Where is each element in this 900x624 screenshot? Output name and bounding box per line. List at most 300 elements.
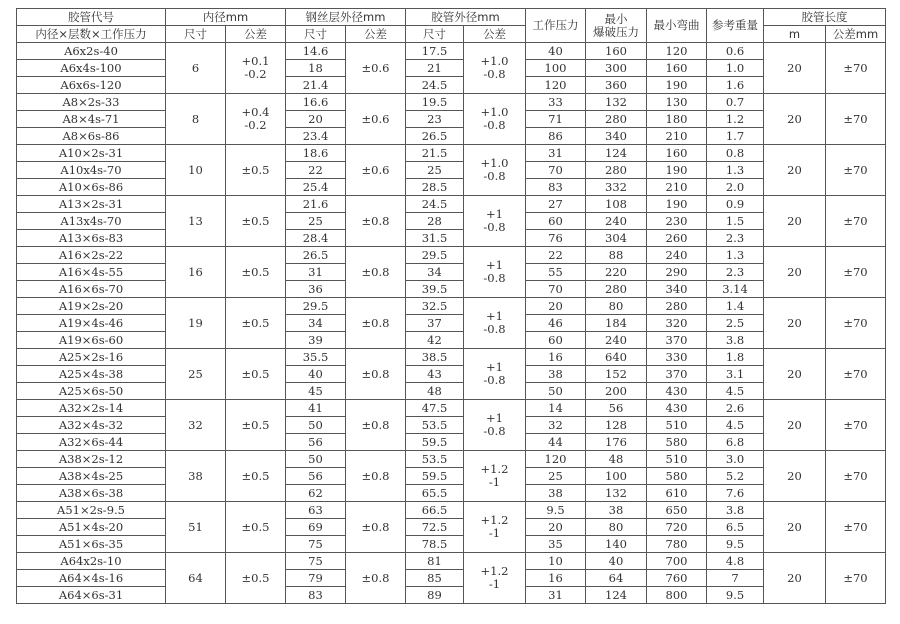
inner-size: 32 — [166, 400, 226, 451]
table-row — [17, 570, 886, 587]
inner-tolerance-line: -0.2 — [244, 118, 267, 132]
hose-tolerance-line: +1 — [486, 207, 503, 221]
inner-tolerance — [226, 349, 286, 400]
hose-tolerance-line: +1.2 — [480, 462, 509, 476]
header-burst-pressure — [586, 9, 647, 43]
ref-weight: 7.6 — [707, 485, 764, 502]
working-pressure: 31 — [526, 145, 586, 162]
working-pressure: 60 — [526, 213, 586, 230]
table-row — [17, 468, 886, 485]
inner-tolerance — [226, 43, 286, 94]
wire-size: 25 — [286, 213, 346, 230]
table-row — [17, 400, 886, 417]
hose-size: 43 — [406, 366, 464, 383]
burst-pressure: 132 — [586, 485, 647, 502]
table-row — [17, 281, 886, 298]
wire-size: 21.6 — [286, 196, 346, 213]
min-bend: 610 — [647, 485, 707, 502]
inner-size: 51 — [166, 502, 226, 553]
length-tolerance: ±70 — [826, 196, 886, 247]
length-m: 20 — [764, 247, 826, 298]
wire-size: 28.4 — [286, 230, 346, 247]
hose-tolerance-line: +1 — [486, 411, 503, 425]
hose-size: 38.5 — [406, 349, 464, 366]
working-pressure: 76 — [526, 230, 586, 247]
wire-tolerance: ±0.8 — [346, 247, 406, 298]
hose-tolerance-line: +1 — [486, 309, 503, 323]
burst-pressure: 140 — [586, 536, 647, 553]
length-tolerance: ±70 — [826, 502, 886, 553]
hose-size: 26.5 — [406, 128, 464, 145]
hose-size: 24.5 — [406, 77, 464, 94]
table-header — [17, 9, 886, 43]
hose-tolerance-line: -0.8 — [483, 322, 506, 336]
hose-code: A38×4s-25 — [17, 468, 166, 485]
wire-size: 26.5 — [286, 247, 346, 264]
hose-tolerance-line: +1.2 — [480, 564, 509, 578]
table-row — [17, 366, 886, 383]
wire-tolerance: ±0.8 — [346, 298, 406, 349]
inner-tolerance — [226, 298, 286, 349]
working-pressure: 55 — [526, 264, 586, 281]
working-pressure: 100 — [526, 60, 586, 77]
min-bend: 190 — [647, 196, 707, 213]
table-row — [17, 247, 886, 264]
hose-tolerance-line: +1.0 — [480, 54, 509, 68]
wire-tolerance: ±0.8 — [346, 349, 406, 400]
ref-weight: 1.3 — [707, 247, 764, 264]
burst-pressure: 640 — [586, 349, 647, 366]
header-wire-tol: 公差 — [346, 26, 406, 43]
wire-size: 25.4 — [286, 179, 346, 196]
ref-weight: 2.0 — [707, 179, 764, 196]
working-pressure: 20 — [526, 298, 586, 315]
hose-size: 59.5 — [406, 468, 464, 485]
length-tolerance: ±70 — [826, 247, 886, 298]
inner-tolerance-line: ±0.5 — [241, 468, 270, 483]
min-bend: 780 — [647, 536, 707, 553]
header-code-line2: 内径×层数×工作压力 — [17, 26, 166, 43]
hose-tolerance-line: +1.0 — [480, 156, 509, 170]
ref-weight: 3.0 — [707, 451, 764, 468]
burst-pressure: 64 — [586, 570, 647, 587]
min-bend: 130 — [647, 94, 707, 111]
burst-pressure: 220 — [586, 264, 647, 281]
wire-tolerance: ±0.8 — [346, 400, 406, 451]
inner-tolerance — [226, 553, 286, 604]
table-row — [17, 298, 886, 315]
table-row — [17, 43, 886, 60]
table-row — [17, 77, 886, 94]
hose-code: A10x4s-70 — [17, 162, 166, 179]
hose-size: 78.5 — [406, 536, 464, 553]
burst-pressure: 124 — [586, 587, 647, 604]
ref-weight: 5.2 — [707, 468, 764, 485]
table-row — [17, 213, 886, 230]
min-bend: 720 — [647, 519, 707, 536]
length-tolerance: ±70 — [826, 451, 886, 502]
wire-size: 75 — [286, 536, 346, 553]
burst-pressure: 304 — [586, 230, 647, 247]
table-row — [17, 60, 886, 77]
inner-tolerance-line: ±0.5 — [241, 519, 270, 534]
inner-tolerance-line: ±0.5 — [241, 315, 270, 330]
table-row — [17, 179, 886, 196]
hose-code: A16×6s-70 — [17, 281, 166, 298]
wire-size: 35.5 — [286, 349, 346, 366]
inner-tolerance — [226, 451, 286, 502]
wire-tolerance: ±0.8 — [346, 502, 406, 553]
min-bend: 510 — [647, 451, 707, 468]
hose-size: 28 — [406, 213, 464, 230]
hose-code: A51×2s-9.5 — [17, 502, 166, 519]
wire-tolerance: ±0.8 — [346, 451, 406, 502]
wire-size: 75 — [286, 553, 346, 570]
hose-code: A19×2s-20 — [17, 298, 166, 315]
hose-size: 23 — [406, 111, 464, 128]
wire-size: 56 — [286, 434, 346, 451]
wire-tolerance: ±0.8 — [346, 196, 406, 247]
ref-weight: 6.8 — [707, 434, 764, 451]
inner-size: 64 — [166, 553, 226, 604]
ref-weight: 1.2 — [707, 111, 764, 128]
working-pressure: 120 — [526, 77, 586, 94]
burst-pressure: 340 — [586, 128, 647, 145]
hose-size: 29.5 — [406, 247, 464, 264]
min-bend: 580 — [647, 434, 707, 451]
hose-tolerance-line: -0.8 — [483, 169, 506, 183]
hose-tolerance-line: -1 — [488, 475, 501, 489]
wire-size: 18.6 — [286, 145, 346, 162]
burst-pressure: 240 — [586, 332, 647, 349]
wire-size: 40 — [286, 366, 346, 383]
hose-code: A25×2s-16 — [17, 349, 166, 366]
working-pressure: 40 — [526, 43, 586, 60]
hose-code: A25×6s-50 — [17, 383, 166, 400]
hose-size: 81 — [406, 553, 464, 570]
hose-code: A10×6s-86 — [17, 179, 166, 196]
table-row — [17, 230, 886, 247]
min-bend: 370 — [647, 332, 707, 349]
working-pressure: 70 — [526, 281, 586, 298]
wire-size: 36 — [286, 281, 346, 298]
working-pressure: 60 — [526, 332, 586, 349]
ref-weight: 0.6 — [707, 43, 764, 60]
hose-code: A16×4s-55 — [17, 264, 166, 281]
wire-size: 22 — [286, 162, 346, 179]
hose-code: A64×4s-16 — [17, 570, 166, 587]
wire-size: 56 — [286, 468, 346, 485]
burst-pressure: 38 — [586, 502, 647, 519]
table-row — [17, 553, 886, 570]
inner-size: 19 — [166, 298, 226, 349]
wire-tolerance: ±0.6 — [346, 94, 406, 145]
hose-size: 34 — [406, 264, 464, 281]
wire-size: 29.5 — [286, 298, 346, 315]
working-pressure: 22 — [526, 247, 586, 264]
wire-size: 31 — [286, 264, 346, 281]
working-pressure: 9.5 — [526, 502, 586, 519]
burst-pressure: 80 — [586, 519, 647, 536]
working-pressure: 35 — [526, 536, 586, 553]
length-m: 20 — [764, 553, 826, 604]
header-working-pressure: 工作压力 — [526, 9, 586, 43]
hose-tolerance-line: +1.0 — [480, 105, 509, 119]
table-row — [17, 315, 886, 332]
header-length-m: m — [764, 26, 826, 43]
ref-weight: 4.5 — [707, 383, 764, 400]
inner-tolerance — [226, 94, 286, 145]
burst-pressure: 280 — [586, 281, 647, 298]
wire-size: 41 — [286, 400, 346, 417]
working-pressure: 83 — [526, 179, 586, 196]
ref-weight: 1.3 — [707, 162, 764, 179]
header-hose-size: 尺寸 — [406, 26, 464, 43]
ref-weight: 1.0 — [707, 60, 764, 77]
length-m: 20 — [764, 502, 826, 553]
hose-code: A19×6s-60 — [17, 332, 166, 349]
ref-weight: 2.3 — [707, 230, 764, 247]
hose-size: 17.5 — [406, 43, 464, 60]
hose-spec-table — [16, 8, 886, 604]
wire-size: 21.4 — [286, 77, 346, 94]
min-bend: 430 — [647, 383, 707, 400]
wire-size: 23.4 — [286, 128, 346, 145]
hose-code: A16×2s-22 — [17, 247, 166, 264]
working-pressure: 70 — [526, 162, 586, 179]
hose-tolerance-line: -0.8 — [483, 271, 506, 285]
header-wire-size: 尺寸 — [286, 26, 346, 43]
inner-tolerance — [226, 400, 286, 451]
table-row — [17, 264, 886, 281]
hose-tolerance-line: -0.8 — [483, 424, 506, 438]
ref-weight: 2.5 — [707, 315, 764, 332]
wire-size: 62 — [286, 485, 346, 502]
min-bend: 580 — [647, 468, 707, 485]
hose-tolerance-line: +1 — [486, 360, 503, 374]
wire-size: 39 — [286, 332, 346, 349]
table-row — [17, 162, 886, 179]
table-row — [17, 332, 886, 349]
inner-size: 16 — [166, 247, 226, 298]
wire-tolerance: ±0.6 — [346, 145, 406, 196]
hose-tolerance — [464, 400, 526, 451]
burst-pressure: 152 — [586, 366, 647, 383]
inner-tolerance-line: ±0.5 — [241, 570, 270, 585]
working-pressure: 10 — [526, 553, 586, 570]
inner-size: 8 — [166, 94, 226, 145]
burst-pressure: 176 — [586, 434, 647, 451]
inner-tolerance — [226, 247, 286, 298]
wire-size: 20 — [286, 111, 346, 128]
min-bend: 240 — [647, 247, 707, 264]
min-bend: 700 — [647, 553, 707, 570]
hose-tolerance — [464, 247, 526, 298]
ref-weight: 3.14 — [707, 281, 764, 298]
ref-weight: 3.8 — [707, 502, 764, 519]
hose-code: A19×4s-46 — [17, 315, 166, 332]
ref-weight: 1.4 — [707, 298, 764, 315]
hose-size: 24.5 — [406, 196, 464, 213]
hose-code: A6x2s-40 — [17, 43, 166, 60]
min-bend: 650 — [647, 502, 707, 519]
hose-code: A32×2s-14 — [17, 400, 166, 417]
working-pressure: 44 — [526, 434, 586, 451]
burst-pressure: 100 — [586, 468, 647, 485]
length-tolerance: ±70 — [826, 145, 886, 196]
ref-weight: 3.8 — [707, 332, 764, 349]
table-row — [17, 383, 886, 400]
working-pressure: 86 — [526, 128, 586, 145]
wire-size: 14.6 — [286, 43, 346, 60]
length-tolerance: ±70 — [826, 298, 886, 349]
hose-size: 66.5 — [406, 502, 464, 519]
min-bend: 160 — [647, 145, 707, 162]
hose-code: A32×4s-32 — [17, 417, 166, 434]
working-pressure: 32 — [526, 417, 586, 434]
inner-tolerance-line: +0.1 — [241, 54, 270, 68]
wire-size: 69 — [286, 519, 346, 536]
working-pressure: 38 — [526, 366, 586, 383]
length-tolerance: ±70 — [826, 43, 886, 94]
working-pressure: 120 — [526, 451, 586, 468]
hose-size: 39.5 — [406, 281, 464, 298]
table-row — [17, 536, 886, 553]
length-m: 20 — [764, 400, 826, 451]
hose-tolerance — [464, 298, 526, 349]
min-bend: 320 — [647, 315, 707, 332]
burst-pressure: 280 — [586, 111, 647, 128]
hose-code: A13×6s-83 — [17, 230, 166, 247]
hose-code: A10×2s-31 — [17, 145, 166, 162]
table-row — [17, 587, 886, 604]
ref-weight: 9.5 — [707, 536, 764, 553]
length-m: 20 — [764, 94, 826, 145]
header-hose-od: 胶管外径mm — [406, 9, 526, 26]
hose-size: 31.5 — [406, 230, 464, 247]
header-burst-line1: 最小 — [604, 11, 628, 26]
wire-tolerance: ±0.8 — [346, 553, 406, 604]
working-pressure: 25 — [526, 468, 586, 485]
hose-size: 59.5 — [406, 434, 464, 451]
hose-code: A8×6s-86 — [17, 128, 166, 145]
wire-size: 18 — [286, 60, 346, 77]
hose-code: A64×6s-31 — [17, 587, 166, 604]
hose-code: A13x4s-70 — [17, 213, 166, 230]
table-row — [17, 349, 886, 366]
hose-code: A64x2s-10 — [17, 553, 166, 570]
working-pressure: 16 — [526, 349, 586, 366]
hose-tolerance-line: -0.8 — [483, 220, 506, 234]
header-hose-tol: 公差 — [464, 26, 526, 43]
min-bend: 120 — [647, 43, 707, 60]
ref-weight: 0.9 — [707, 196, 764, 213]
ref-weight: 0.8 — [707, 145, 764, 162]
hose-tolerance — [464, 502, 526, 553]
wire-size: 16.6 — [286, 94, 346, 111]
inner-size: 38 — [166, 451, 226, 502]
header-min-bend: 最小弯曲 — [647, 9, 707, 43]
hose-tolerance-line: -0.8 — [483, 67, 506, 81]
ref-weight: 0.7 — [707, 94, 764, 111]
ref-weight: 2.3 — [707, 264, 764, 281]
working-pressure: 16 — [526, 570, 586, 587]
burst-pressure: 80 — [586, 298, 647, 315]
table-row — [17, 502, 886, 519]
ref-weight: 2.6 — [707, 400, 764, 417]
table-row — [17, 145, 886, 162]
min-bend: 230 — [647, 213, 707, 230]
hose-code: A8×2s-33 — [17, 94, 166, 111]
ref-weight: 3.1 — [707, 366, 764, 383]
table-row — [17, 485, 886, 502]
hose-tolerance — [464, 94, 526, 145]
hose-size: 48 — [406, 383, 464, 400]
hose-tolerance — [464, 349, 526, 400]
table-row — [17, 94, 886, 111]
hose-size: 37 — [406, 315, 464, 332]
table-row — [17, 451, 886, 468]
hose-tolerance — [464, 196, 526, 247]
hose-tolerance-line: +1.2 — [480, 513, 509, 527]
hose-size: 65.5 — [406, 485, 464, 502]
min-bend: 190 — [647, 162, 707, 179]
hose-tolerance — [464, 553, 526, 604]
inner-size: 6 — [166, 43, 226, 94]
hose-code: A25×4s-38 — [17, 366, 166, 383]
min-bend: 260 — [647, 230, 707, 247]
burst-pressure: 184 — [586, 315, 647, 332]
hose-code: A6x6s-120 — [17, 77, 166, 94]
table-row — [17, 417, 886, 434]
min-bend: 430 — [647, 400, 707, 417]
table-body — [17, 43, 886, 604]
hose-tolerance-line: -1 — [488, 577, 501, 591]
burst-pressure: 132 — [586, 94, 647, 111]
ref-weight: 9.5 — [707, 587, 764, 604]
wire-size: 50 — [286, 417, 346, 434]
hose-tolerance — [464, 145, 526, 196]
min-bend: 190 — [647, 77, 707, 94]
hose-code: A8×4s-71 — [17, 111, 166, 128]
working-pressure: 33 — [526, 94, 586, 111]
min-bend: 280 — [647, 298, 707, 315]
hose-size: 21.5 — [406, 145, 464, 162]
min-bend: 760 — [647, 570, 707, 587]
hose-code: A32×6s-44 — [17, 434, 166, 451]
burst-pressure: 128 — [586, 417, 647, 434]
wire-size: 34 — [286, 315, 346, 332]
min-bend: 370 — [647, 366, 707, 383]
header-inner-tol: 公差 — [226, 26, 286, 43]
working-pressure: 14 — [526, 400, 586, 417]
header-ref-weight: 参考重量 — [707, 9, 764, 43]
header-length-tol: 公差mm — [826, 26, 886, 43]
min-bend: 210 — [647, 128, 707, 145]
hose-tolerance-line: -0.8 — [483, 373, 506, 387]
hose-tolerance — [464, 43, 526, 94]
burst-pressure: 124 — [586, 145, 647, 162]
hose-size: 53.5 — [406, 417, 464, 434]
inner-size: 10 — [166, 145, 226, 196]
min-bend: 210 — [647, 179, 707, 196]
min-bend: 180 — [647, 111, 707, 128]
hose-tolerance-line: +1 — [486, 258, 503, 272]
inner-tolerance — [226, 196, 286, 247]
working-pressure: 31 — [526, 587, 586, 604]
hose-code: A51×6s-35 — [17, 536, 166, 553]
hose-size: 42 — [406, 332, 464, 349]
